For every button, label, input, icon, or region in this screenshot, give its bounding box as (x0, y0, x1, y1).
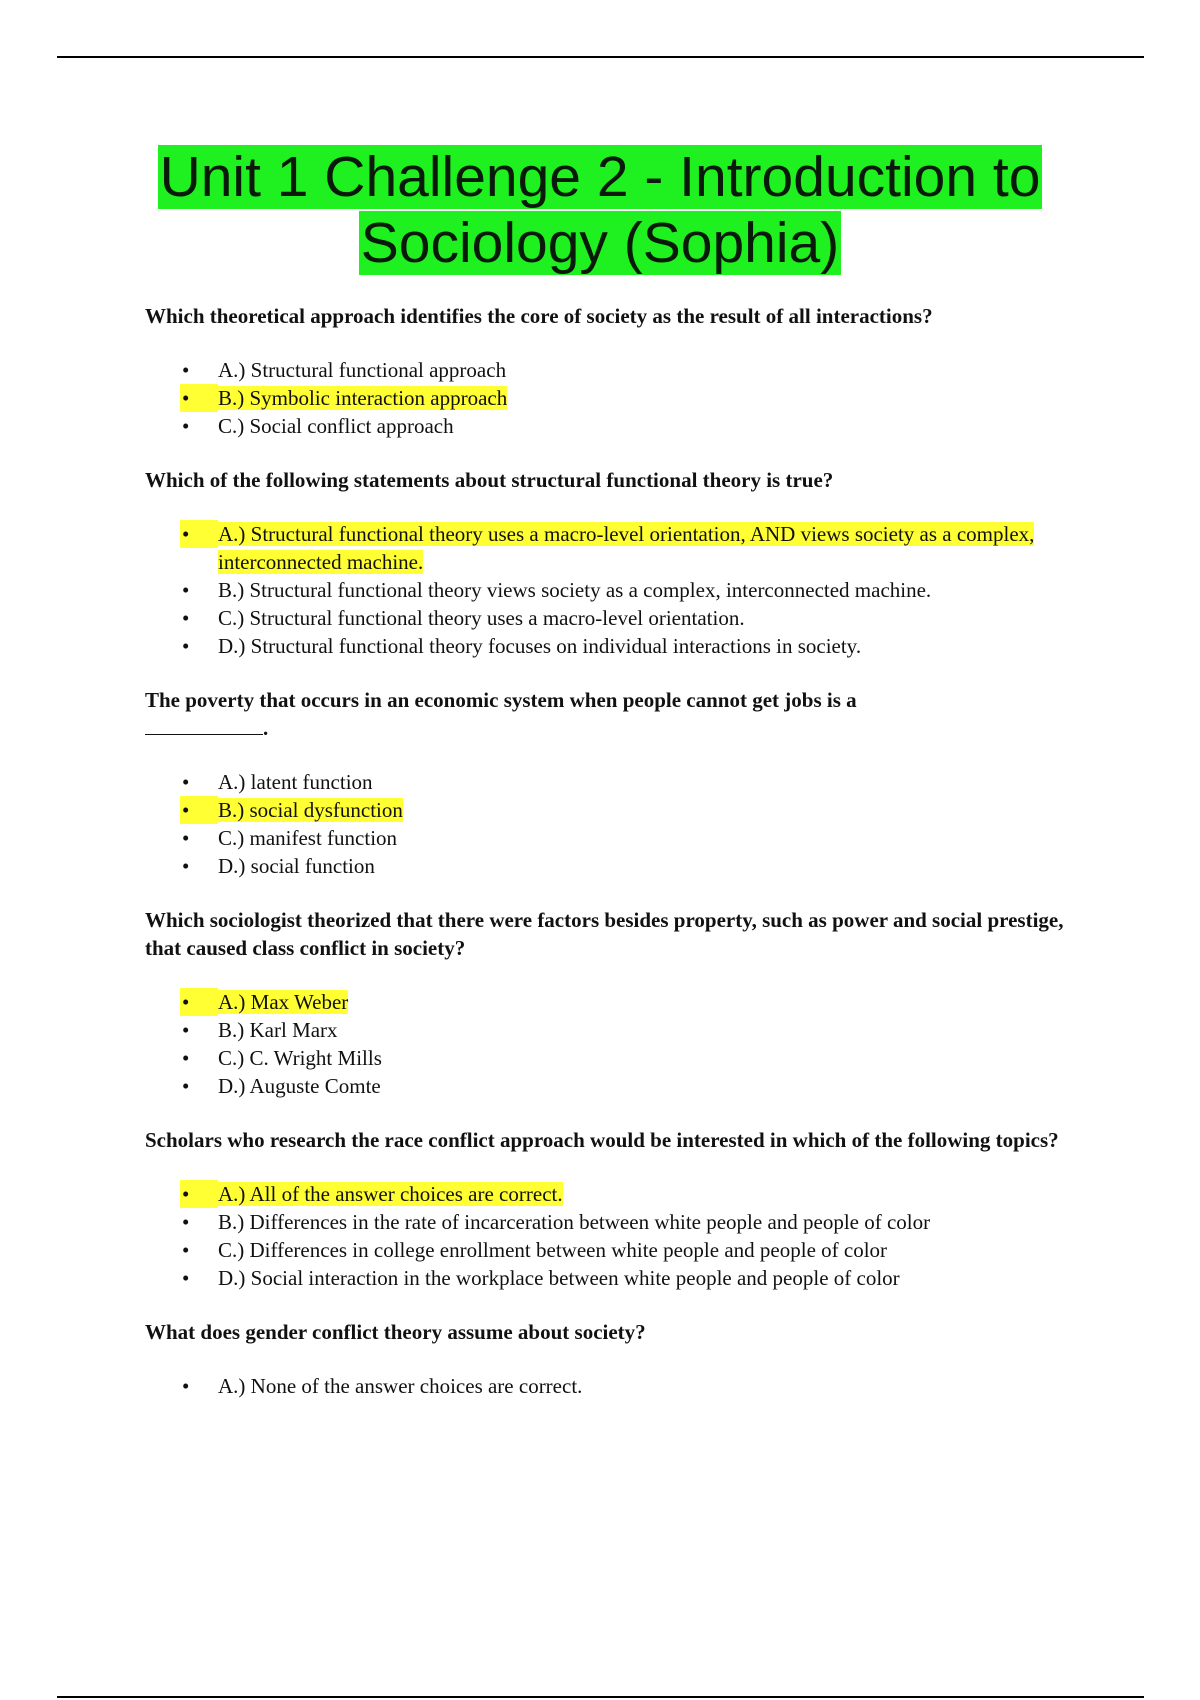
option-label: D.) Structural functional theory focuses on individual interactions in society. (218, 634, 862, 658)
option-1b-correct: • B.) Symbolic interaction approach (182, 386, 508, 410)
option-1a: • A.) Structural functional approach (182, 358, 507, 382)
option-label: A.) None of the answer choices are correct. (218, 1374, 583, 1398)
option-3d: • D.) social function (182, 854, 375, 878)
option-label: C.) Differences in college enrollment between white people and people of color (218, 1238, 888, 1262)
page-title (100, 144, 1100, 276)
option-label: A.) latent function (218, 770, 373, 794)
option-5d: • D.) Social interaction in the workplace between white people and people of color (182, 1266, 900, 1290)
title-line-2: Sociology (Sophia) (360, 211, 840, 275)
option-3b-correct: • B.) social dysfunction (182, 798, 403, 822)
bottom-rule (57, 1696, 1144, 1698)
option-label: C.) C. Wright Mills (218, 1046, 382, 1070)
option-label: D.) Auguste Comte (218, 1074, 381, 1098)
options-list-2 (145, 520, 1075, 660)
option-label: A.) All of the answer choices are correct. (218, 1182, 563, 1206)
option-label: A.) Structural functional theory uses a macro-level orientation, AND views society as a complex, interconnected machine. (218, 522, 1035, 574)
question-5: Scholars who research the race conflict approach would be interested in which of the following topics? (145, 1128, 1059, 1152)
option-2b: • B.) Structural functional theory views society as a complex, interconnected machine. (182, 578, 932, 602)
option-4a-correct: • A.) Max Weber (182, 990, 349, 1014)
question-1: Which theoretical approach identifies the core of society as the result of all interactions? (145, 304, 933, 328)
option-label: C.) Social conflict approach (218, 414, 454, 438)
option-label: D.) Social interaction in the workplace between white people and people of color (218, 1266, 900, 1290)
top-rule (57, 56, 1144, 58)
title-line-1: Unit 1 Challenge 2 - Introduction to (159, 145, 1041, 209)
option-2a-correct: • A.) Structural functional theory uses a macro-level orientation, AND views society as a complex, interconnected machine. (182, 522, 1035, 574)
question-6: What does gender conflict theory assume about society? (145, 1320, 646, 1344)
quiz-content (145, 302, 1075, 1426)
options-list-1 (145, 356, 1075, 440)
option-label: B.) Structural functional theory views society as a complex, interconnected machine. (218, 578, 932, 602)
option-3c: • C.) manifest function (182, 826, 398, 850)
option-label: B.) Karl Marx (218, 1018, 338, 1042)
option-4c: • C.) C. Wright Mills (182, 1046, 382, 1070)
option-5b: • B.) Differences in the rate of incarceration between white people and people of color (182, 1210, 931, 1234)
option-5a-correct: • A.) All of the answer choices are correct. (182, 1182, 563, 1206)
option-label: C.) Structural functional theory uses a macro-level orientation. (218, 606, 745, 630)
option-label: A.) Structural functional approach (218, 358, 507, 382)
question-2: Which of the following statements about structural functional theory is true? (145, 468, 834, 492)
option-5c: • C.) Differences in college enrollment between white people and people of color (182, 1238, 888, 1262)
options-list-5 (145, 1180, 1075, 1292)
option-label: B.) Symbolic interaction approach (218, 386, 508, 410)
option-label: B.) social dysfunction (218, 798, 403, 822)
options-list-6 (145, 1372, 1075, 1400)
option-6a: • A.) None of the answer choices are correct. (182, 1374, 583, 1398)
question-4: Which sociologist theorized that there were factors besides property, such as power and social prestige, that caused class conflict in society? (145, 908, 1064, 960)
option-label: B.) Differences in the rate of incarceration between white people and people of color (218, 1210, 931, 1234)
option-2c: • C.) Structural functional theory uses a macro-level orientation. (182, 606, 745, 630)
option-label: D.) social function (218, 854, 375, 878)
option-3a: • A.) latent function (182, 770, 373, 794)
question-3 (145, 686, 1075, 742)
options-list-4 (145, 988, 1075, 1100)
option-label: C.) manifest function (218, 826, 398, 850)
question-3-text: The poverty that occurs in an economic system when people cannot get jobs is a (145, 688, 857, 712)
option-4d: • D.) Auguste Comte (182, 1074, 381, 1098)
option-1c: • C.) Social conflict approach (182, 414, 454, 438)
option-label: A.) Max Weber (218, 990, 349, 1014)
question-3-suffix: . (263, 716, 269, 740)
answer-blank (145, 718, 263, 735)
option-4b: • B.) Karl Marx (182, 1018, 338, 1042)
options-list-3 (145, 768, 1075, 880)
option-2d: • D.) Structural functional theory focuses on individual interactions in society. (182, 634, 862, 658)
